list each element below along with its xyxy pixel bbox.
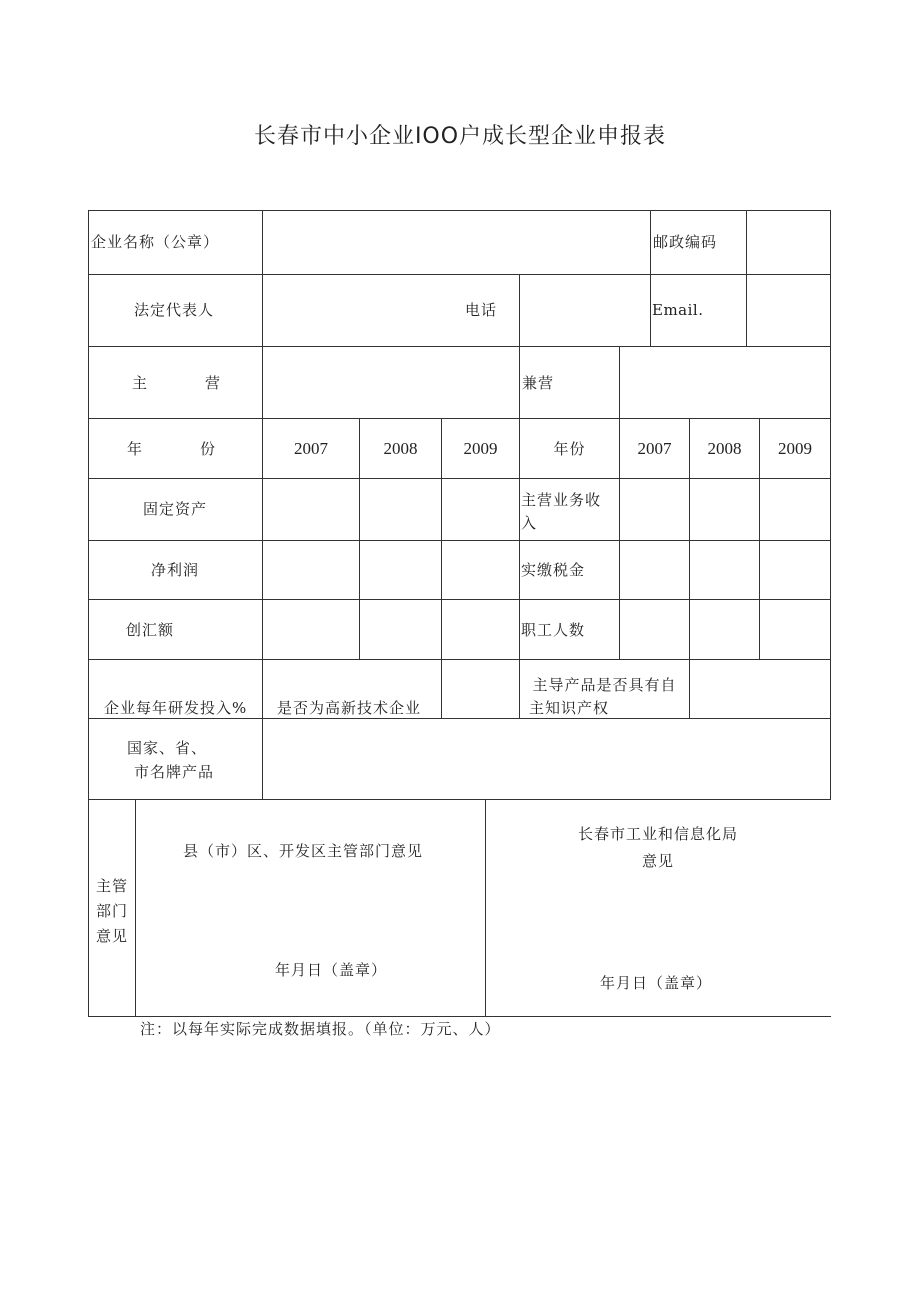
fixed-assets-label: 固定资产 — [143, 500, 208, 518]
year-cell: 2009 — [778, 439, 812, 458]
row-line — [88, 274, 831, 275]
county-opinion-label: 县（市）区、开发区主管部门意见 — [183, 842, 424, 860]
city-opinion-label: 长春市工业和信息化局 — [577, 825, 738, 843]
row-line — [88, 659, 831, 660]
row-line — [88, 599, 831, 600]
city-opinion-label: 意见 — [641, 852, 674, 870]
col-line — [689, 418, 690, 719]
company-name-label: 企业名称（公章） — [91, 233, 220, 251]
main-revenue-label: 主营业务收 — [521, 491, 602, 509]
net-profit-label: 净利润 — [151, 561, 200, 579]
row-line — [88, 718, 831, 719]
main-revenue-label: 入 — [521, 514, 538, 532]
rd-investment-label: 企业每年研发投入% — [104, 699, 248, 717]
brand-products-label: 国家、省、 — [127, 739, 208, 757]
year-label: 份 — [200, 440, 217, 458]
main-business-label: 主 — [132, 374, 149, 392]
year-cell: 2008 — [383, 439, 418, 458]
tax-paid-label: 实缴税金 — [521, 561, 586, 579]
legal-representative-label: 法定代表人 — [134, 301, 215, 319]
table-border-bottom — [88, 1016, 831, 1017]
phone-label: 电话 — [465, 301, 498, 319]
year-cell: 2007 — [637, 439, 672, 458]
form-title: 长春市中小企业IOO户成长型企业申报表 — [253, 124, 667, 149]
col-line — [262, 210, 263, 800]
dept-opinion-label: 部门 — [96, 902, 129, 920]
dept-opinion-label: 意见 — [96, 927, 129, 945]
year-cell: 2008 — [707, 439, 742, 458]
table-border-left — [88, 210, 89, 1017]
export-earnings-label: 创汇额 — [126, 621, 175, 639]
main-business-label: 营 — [205, 374, 222, 392]
dept-opinion-label: 主管 — [96, 877, 129, 895]
row-line — [88, 418, 831, 419]
row-line — [88, 478, 831, 479]
year-cell: 2009 — [463, 439, 498, 458]
row-line — [88, 346, 831, 347]
year-label: 年 — [127, 440, 144, 458]
row-line — [88, 799, 831, 800]
county-date-stamp-label: 年月日（盖章） — [275, 961, 388, 979]
footnote: 注：以每年实际完成数据填报。（单位：万元、人） — [140, 1020, 501, 1038]
table-border-right — [830, 210, 831, 800]
email-label: Email. — [652, 301, 704, 319]
employee-count-label: 职工人数 — [521, 621, 586, 639]
col-line — [135, 799, 136, 1017]
table-border-top — [88, 210, 831, 211]
high-tech-label: 是否为高新技术企业 — [277, 699, 422, 717]
row-line — [88, 540, 831, 541]
ip-label: 主导产品是否具有自 — [532, 676, 677, 694]
col-line — [519, 274, 520, 719]
side-business-label: 兼营 — [522, 374, 555, 392]
year-label-right: 年份 — [553, 440, 586, 458]
postcode-label: 邮政编码 — [653, 233, 718, 251]
ip-label: 主知识产权 — [529, 699, 610, 717]
year-cell: 2007 — [294, 439, 328, 458]
brand-products-label: 市名牌产品 — [134, 763, 215, 781]
col-line — [650, 210, 651, 347]
col-line — [619, 346, 620, 660]
city-date-stamp-label: 年月日（盖章） — [600, 974, 713, 992]
col-line — [441, 418, 442, 719]
col-line — [746, 210, 747, 347]
